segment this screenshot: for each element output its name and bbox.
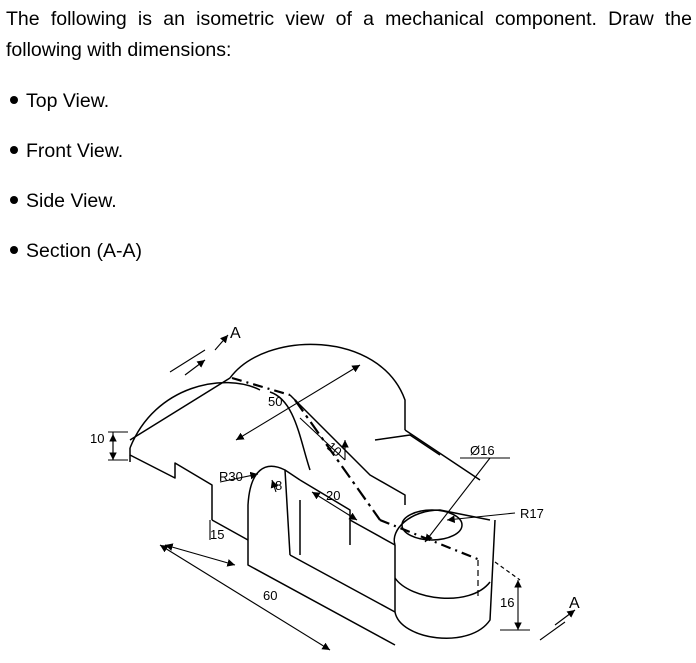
task-item-top-view <box>10 89 109 113</box>
dim-60: 60 <box>263 588 278 603</box>
dim-10-left: 10 <box>90 431 105 446</box>
component-outline <box>130 344 495 645</box>
section-label-top: A <box>230 325 241 342</box>
bullet-icon <box>10 246 18 254</box>
task-label: Top View. <box>26 90 110 112</box>
dim-50: 50 <box>268 394 283 409</box>
task-label: Front View. <box>26 140 124 162</box>
bullet-icon <box>10 196 18 204</box>
dim-r17: R17 <box>520 506 544 521</box>
dim-10-slot: 10 <box>324 438 345 460</box>
isometric-drawing <box>0 300 696 663</box>
dim-r30: R30 <box>219 469 243 484</box>
dim-8: 8 <box>275 478 283 493</box>
bullet-icon <box>10 96 18 104</box>
section-label-bottom: A <box>569 595 580 612</box>
task-item-side-view <box>10 189 117 213</box>
dim-16-height: 16 <box>500 595 515 610</box>
dim-20: 20 <box>326 488 341 503</box>
task-item-front-view <box>10 139 123 163</box>
task-label: Side View. <box>26 190 117 212</box>
bullet-icon <box>10 146 18 154</box>
task-label: Section (A-A) <box>26 240 142 262</box>
dim-dia-16: Ø16 <box>470 443 495 458</box>
dim-15: 15 <box>210 527 225 542</box>
task-item-section <box>10 239 142 263</box>
problem-statement: The following is an isometric view of a mechanical component. Draw the following with dimensions: <box>6 8 692 61</box>
